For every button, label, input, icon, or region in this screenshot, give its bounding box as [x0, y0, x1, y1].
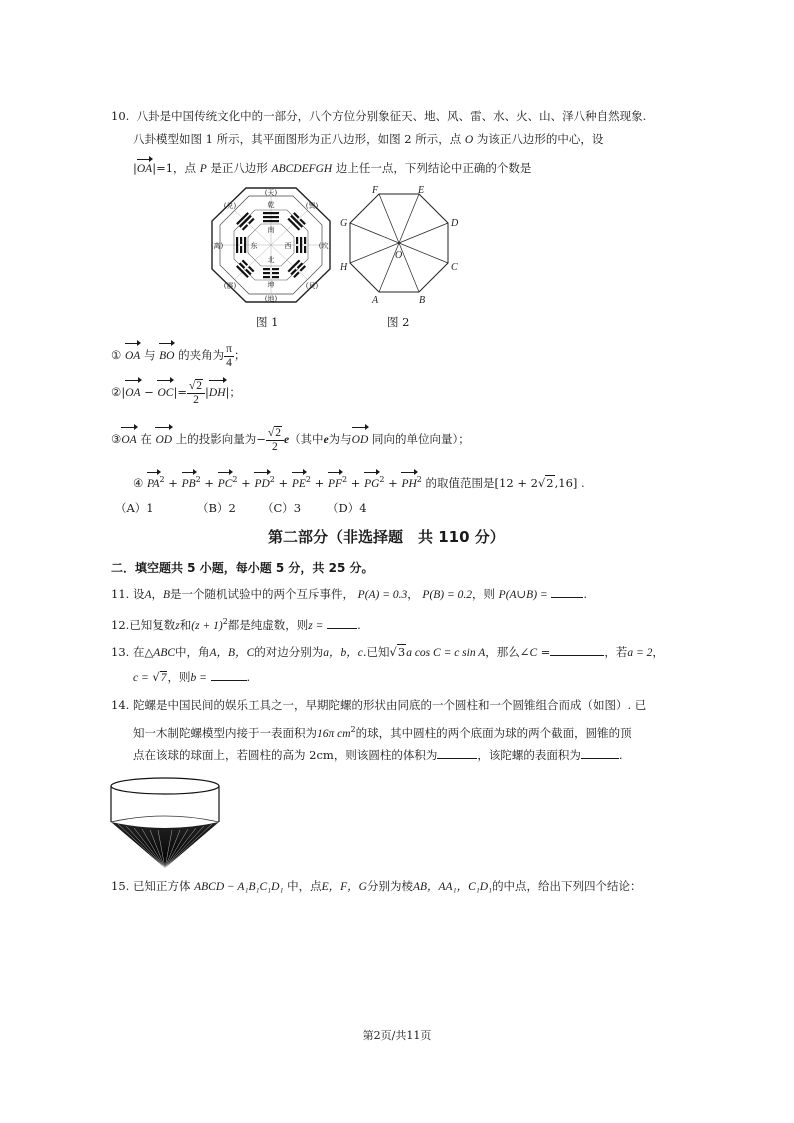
- option-a[interactable]: （A）1: [115, 501, 154, 515]
- vertex-label-g: G: [340, 218, 348, 229]
- statement-3: ③OA 在 OD 上的投影向量为− $\frac{√2}{2}$ e（其中e为与OD 同向的单位向量）；: [111, 426, 470, 453]
- bagua-label-left: (离): [210, 242, 224, 250]
- bagua-inner-s2: 坤: [267, 281, 275, 289]
- option-b[interactable]: （B）2: [197, 501, 236, 515]
- figure-2-caption: 图 2: [387, 315, 410, 329]
- section-2-heading: 二．填空题共 5 小题，每小题 5 分，共 25 分。: [111, 561, 374, 575]
- q13-line2: c = √7，则b = .: [133, 670, 251, 684]
- q13-side-blank[interactable]: [211, 680, 247, 681]
- vector-oa: OA: [137, 158, 152, 177]
- center-label-o: O: [395, 250, 403, 261]
- q10-line2: 八卦模型如图 1 所示，其平面图形为正八边形，如图 2 所示，点 O 为该正八边形的中心，设: [133, 132, 604, 146]
- page-footer: 第2页/共11页: [362, 1029, 432, 1042]
- bagua-inner-s: 北: [267, 256, 275, 264]
- vertex-label-c: C: [451, 262, 458, 273]
- q14-area-blank[interactable]: [581, 758, 619, 759]
- bagua-label-bl: (震): [223, 282, 237, 290]
- bagua-label-br: (艮): [305, 282, 319, 290]
- q11-answer-blank[interactable]: [551, 597, 583, 598]
- spinning-top-figure: [108, 776, 222, 870]
- q10-line3: |OA|=1，点 P 是正八边形 ABCDEFGH 边上任一点，下列结论中正确的个数是: [133, 158, 531, 177]
- q11: 11. 设A，B是一个随机试验中的两个互斥事件， P(A) = 0.3， P(B) = 0.2，则 P(A∪B) = .: [111, 587, 587, 601]
- q10-line1: 10. 八卦是中国传统文化中的一部分，八个方位分别象征天、地、风、雷、水、火、山、泽八种自然现象.: [111, 109, 647, 123]
- vertex-label-e: E: [418, 185, 425, 196]
- q14-volume-blank[interactable]: [437, 758, 477, 759]
- vertex-label-b: B: [419, 295, 426, 306]
- bagua-label-top: (天): [264, 189, 278, 197]
- q14-line3: 点在该球的球面上，若圆柱的高为 2cm，则该圆柱的体积为 ，该陀螺的表面积为 .: [133, 748, 623, 762]
- q14-line1: 14. 陀螺是中国民间的娱乐工具之一，早期陀螺的形状由同底的一个圆柱和一个圆锥组合而成（如图）. 已: [111, 698, 647, 712]
- bagua-inner-e: 西: [284, 242, 292, 250]
- figure-1-caption: 图 1: [256, 315, 279, 329]
- figure-2-octagon: [336, 184, 462, 306]
- q15: 15. 已知正方体 ABCD − A₁B₁C₁D₁ 中，点E，F，G分别为棱AB，AA₁，C₁D₁的中点，给出下列四个结论：: [111, 879, 642, 893]
- bagua-label-right: (坎): [318, 242, 332, 250]
- vertex-label-a: A: [372, 295, 379, 306]
- bagua-label-tr: (巽): [305, 202, 319, 210]
- bagua-inner-n: 南: [267, 226, 275, 234]
- option-c[interactable]: （C）3: [262, 501, 302, 515]
- statement-4: ④ $PA^2 + PB^2 + PC^2 + PD^2 + PE^2 + PF^2 + PG^2 + PH^2$ 的取值范围是[12 + 2√2,16] .: [133, 470, 585, 494]
- q14-line2: 知一木制陀螺模型内接于一表面积为16π $cm^2$的球，其中圆柱的两个底面为球的两个截面，圆锥的顶: [133, 725, 632, 740]
- bagua-label-bottom: (地): [264, 295, 278, 303]
- vertex-label-f: F: [372, 185, 379, 196]
- bagua-label-tl: (兑): [223, 202, 237, 210]
- part-2-title: 第二部分（非选择题 共 110 分）: [268, 528, 505, 546]
- statement-2: ②|OA − OC|= $\frac{√2}{2}$ |DH|；: [111, 379, 241, 406]
- vertex-label-d: D: [451, 218, 459, 229]
- bagua-inner-w: 东: [250, 242, 258, 250]
- q13-line1: 13. 在△ABC中，角A，B，C的对边分别为a，b，c.已知√3a cos C = c sin A，那么∠C = ，若a = 2，: [111, 645, 664, 659]
- q13-angle-blank[interactable]: [550, 655, 604, 656]
- q12: 12.已知复数z和$(z + 1)^2$都是纯虚数，则z = .: [111, 617, 361, 632]
- vertex-label-h: H: [340, 262, 348, 273]
- bagua-inner-n2: 乾: [267, 201, 275, 209]
- q12-answer-blank[interactable]: [327, 628, 357, 629]
- statement-1: ① OA 与 BO 的夹角为 $\frac{\pi}{4}$ ；: [111, 342, 246, 369]
- option-d[interactable]: （D）4: [327, 501, 367, 515]
- figure-1-bagua: [210, 186, 332, 304]
